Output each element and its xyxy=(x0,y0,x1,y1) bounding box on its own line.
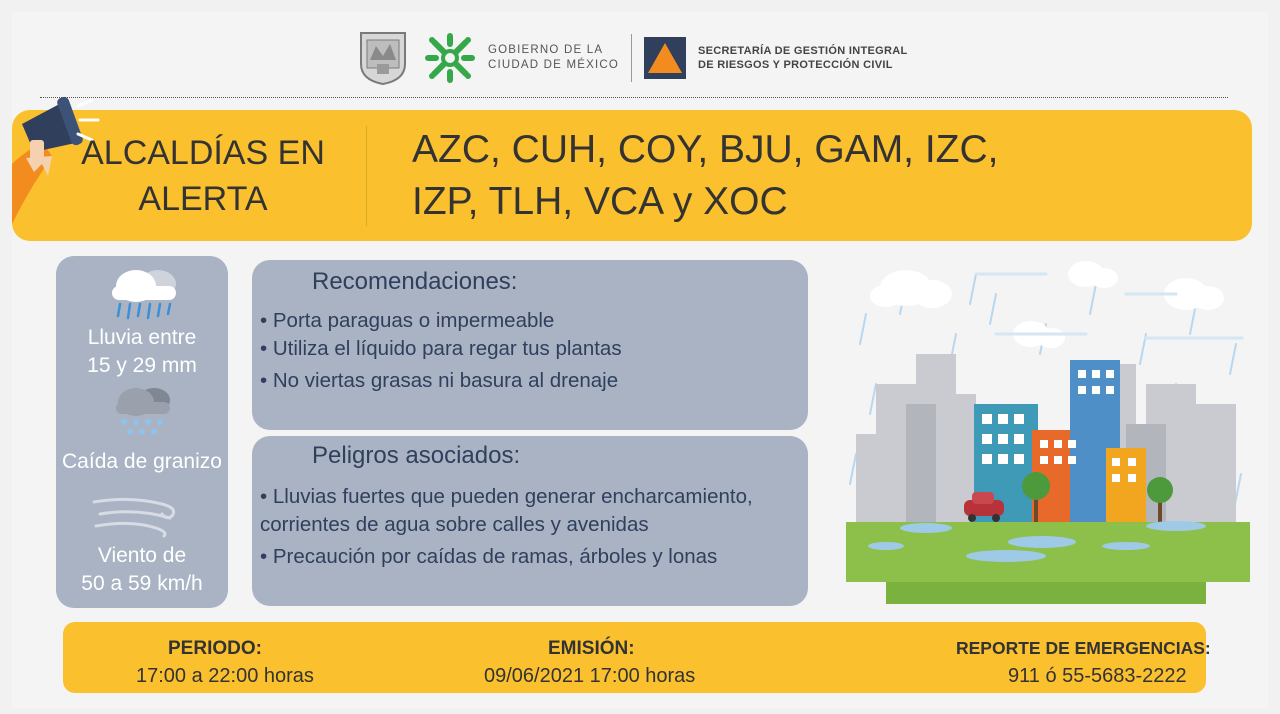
gov-line2: CIUDAD DE MÉXICO xyxy=(488,59,620,71)
recommendation-item: • Utiliza el líquido para regar tus plantas xyxy=(260,337,622,360)
dangers-title: Peligros asociados: xyxy=(312,442,521,469)
report-label: REPORTE DE EMERGENCIAS: xyxy=(956,638,1211,658)
danger-item: • Lluvias fuertes que pueden generar encharcamiento, xyxy=(260,485,753,508)
header-logos xyxy=(358,28,908,88)
wind-icon xyxy=(92,492,188,538)
period-value: 17:00 a 22:00 horas xyxy=(136,665,314,687)
sec-line2: DE RIESGOS Y PROTECCIÓN CIVIL xyxy=(698,59,893,71)
sgirp-logo-icon xyxy=(644,37,686,79)
alert-title-line2: ALERTA xyxy=(138,180,268,218)
hail-line: Caída de granizo xyxy=(62,450,222,473)
header-divider xyxy=(40,97,1228,98)
recommendation-item: • Porta paraguas o impermeable xyxy=(260,309,555,332)
dangers-panel xyxy=(252,436,808,606)
alert-title xyxy=(78,130,328,222)
alert-divider xyxy=(366,126,367,226)
wind-line1: Viento de xyxy=(97,544,187,567)
shield-icon xyxy=(358,30,408,86)
alcaldias-list xyxy=(412,124,1212,228)
danger-item: • Precaución por caídas de ramas, árboles y lonas xyxy=(260,545,718,568)
rain-text xyxy=(56,324,228,380)
cdmx-logo-icon xyxy=(422,30,478,86)
danger-item: corrientes de agua sobre calles y avenidas xyxy=(260,513,649,536)
period-label: PERIODO: xyxy=(168,638,262,659)
recommendations-panel xyxy=(252,260,808,430)
gov-line1: GOBIERNO DE LA xyxy=(488,44,604,56)
wind-text xyxy=(56,542,228,598)
alert-title-line1: ALCALDÍAS EN xyxy=(81,134,325,172)
alcaldias-line2: IZP, TLH, VCA y XOC xyxy=(412,180,788,223)
recommendations-title: Recomendaciones: xyxy=(312,268,518,295)
hail-text xyxy=(56,448,228,476)
gov-name xyxy=(488,43,619,73)
sec-line1: SECRETARÍA DE GESTIÓN INTEGRAL xyxy=(698,45,908,57)
hail-cloud-icon xyxy=(112,384,174,442)
report-value: 911 ó 55-5683-2222 xyxy=(1008,665,1187,687)
emission-value: 09/06/2021 17:00 horas xyxy=(484,665,696,687)
rain-cloud-icon xyxy=(108,266,180,322)
logo-divider xyxy=(631,34,632,82)
city-rain-illustration xyxy=(846,254,1250,606)
emission-label: EMISIÓN: xyxy=(548,638,635,659)
alcaldias-line1: AZC, CUH, COY, BJU, GAM, IZC, xyxy=(412,128,999,171)
recommendation-item: • No viertas grasas ni basura al drenaje xyxy=(260,369,619,392)
rain-line2: 15 y 29 mm xyxy=(87,354,197,377)
secretaria-name xyxy=(698,44,907,72)
wind-line2: 50 a 59 km/h xyxy=(81,572,203,595)
rain-line1: Lluvia entre xyxy=(87,326,197,349)
